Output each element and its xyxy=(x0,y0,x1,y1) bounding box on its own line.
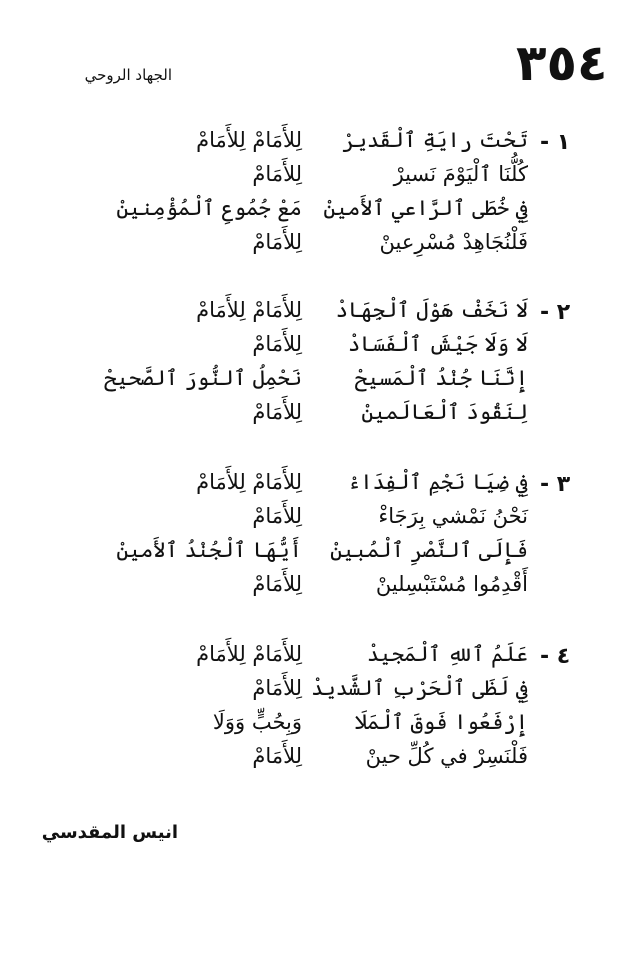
author-name: انيس المقدسي xyxy=(41,822,178,843)
stanza-number: ٣ - xyxy=(540,472,571,497)
refrain-text: أَيُّهَا ٱلْجُنْدُ ٱلأَمينْ xyxy=(116,538,302,562)
verse-line xyxy=(0,128,640,162)
refrain-text: لِلأَمَامْ لِلأَمَامْ xyxy=(196,298,302,322)
verse-text: نَحْنُ نَمْشي بِرَجَاءْ xyxy=(378,504,528,528)
verse-line xyxy=(0,196,640,230)
verse-line xyxy=(0,400,640,434)
refrain-text: لِلأَمَامْ xyxy=(252,504,302,528)
verse-text: فَلْنَسِرْ في كُلِّ حينْ xyxy=(365,744,528,768)
verse-line xyxy=(0,162,640,196)
page-header: الجهاد الروحي xyxy=(84,66,172,84)
verse-text: فِي ضِيَا نَجْمِ ٱلْفِدَاءْ xyxy=(348,470,528,494)
verse-text: إِنَّنَا جُنْدُ ٱلْمَسيحْ xyxy=(354,366,528,390)
verse-text: فِي لَظَى ٱلْحَرْبِ ٱلشَّديدْ xyxy=(311,676,528,700)
verse-text: لَا نَخَفْ هَوْلَ ٱلْجِهَادْ xyxy=(335,298,528,322)
verse-line xyxy=(0,710,640,744)
refrain-text: لِلأَمَامْ xyxy=(252,572,302,596)
refrain-text: مَعْ جُمُوعِ ٱلْمُؤْمِنينْ xyxy=(116,196,302,220)
refrain-text: وَبِحُبٍّ وَوَلَا xyxy=(212,710,302,734)
verse-line xyxy=(0,504,640,538)
verse-text: لَا وَلَا جَيْشَ ٱلْفَسَادْ xyxy=(348,332,528,356)
verse-line xyxy=(0,538,640,572)
refrain-text: لِلأَمَامْ xyxy=(252,744,302,768)
verse-text: إِرْفَعُوا فَوقَ ٱلْمَلَا xyxy=(354,710,528,734)
verse-text: فَإِلَى ٱلنَّصْرِ ٱلْمُبينْ xyxy=(330,538,528,562)
verse-text: كُلُّنَا ٱلْيَوْمَ نَسيرْ xyxy=(393,162,528,186)
verse-line xyxy=(0,642,640,676)
verse-line xyxy=(0,572,640,606)
verse-text: فَلْنُجَاهِدْ مُسْرِعينْ xyxy=(379,230,528,254)
verse-text: فِي خُطَى ٱلرَّاعي ٱلأَمينْ xyxy=(323,196,528,220)
refrain-text: لِلأَمَامْ xyxy=(252,400,302,424)
verse-text: لِنَقُودَ ٱلْعَالَمينْ xyxy=(361,400,528,424)
refrain-text: لِلأَمَامْ xyxy=(252,332,302,356)
verse-text: أَقْدِمُوا مُسْتَبْسِلينْ xyxy=(375,572,528,596)
verse-text: عَلَمُ ٱللهِ ٱلْمَجيدْ xyxy=(366,642,528,666)
refrain-text: لِلأَمَامْ xyxy=(252,230,302,254)
refrain-text: لِلأَمَامْ لِلأَمَامْ xyxy=(196,128,302,152)
stanza-number: ٤ - xyxy=(540,644,571,669)
stanza-number: ٢ - xyxy=(540,300,571,325)
stanza-number: ١ - xyxy=(540,130,571,155)
page-number: ٣٥٤ xyxy=(516,34,608,92)
verse-line xyxy=(0,676,640,710)
verse-line xyxy=(0,744,640,778)
verse-line xyxy=(0,470,640,504)
refrain-text: نَحْمِلُ ٱلنُّورَ ٱلصَّحيحْ xyxy=(104,366,302,390)
verse-line xyxy=(0,230,640,264)
verse-line xyxy=(0,366,640,400)
refrain-text: لِلأَمَامْ xyxy=(252,162,302,186)
refrain-text: لِلأَمَامْ لِلأَمَامْ xyxy=(196,642,302,666)
refrain-text: لِلأَمَامْ xyxy=(252,676,302,700)
verse-text: تَحْتَ رايَةِ ٱلْقَديرْ xyxy=(342,128,528,152)
verse-line xyxy=(0,332,640,366)
verse-line xyxy=(0,298,640,332)
refrain-text: لِلأَمَامْ لِلأَمَامْ xyxy=(196,470,302,494)
